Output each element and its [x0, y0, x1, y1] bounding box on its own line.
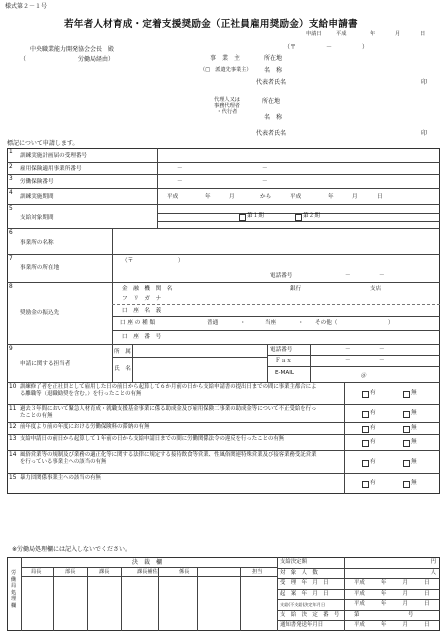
row-bank-account [7, 283, 440, 345]
question-text: 暴力団関係事業主への該当の有無 [20, 475, 101, 481]
employer-name-label: 名 称 [264, 67, 283, 74]
office-field-value: 人 [430, 569, 436, 576]
tel-label: 電話番号 [270, 347, 293, 353]
dash: － [379, 347, 385, 353]
question-row [7, 383, 440, 405]
first-period-label: 第１期 [247, 213, 264, 219]
bank-suffix: 銀行 [290, 286, 302, 292]
approval-col-label: 部長 [65, 569, 76, 575]
row-num: 9 [9, 346, 13, 352]
no-checkbox[interactable] [403, 426, 410, 433]
question-row [7, 423, 440, 435]
question-row [7, 405, 440, 423]
no-label: 無 [411, 410, 417, 416]
question-text: 支給申請日の前日から起算して１年前の日から支給申請日までの間に労働関係法令の違反を行ったことの有無 [20, 436, 285, 442]
close-paren: ） [388, 320, 394, 326]
form-number: 様式第２－１号 [5, 3, 48, 10]
yes-checkbox[interactable] [362, 440, 369, 447]
row-contact-person [7, 345, 440, 383]
row-num: 7 [9, 256, 13, 262]
row-num: 12 [9, 424, 17, 430]
no-checkbox[interactable] [403, 460, 410, 467]
dash: － [177, 166, 183, 172]
office-note: ※労働局処理欄には記入しないでください。 [12, 546, 132, 553]
dash: － [345, 358, 351, 364]
approval-col-label: 課長補佐 [137, 569, 158, 575]
approval-col-label: 課長 [99, 569, 110, 575]
question-text: 風俗営業等の規制及び業務の適正化等に関する法律に規定する接待飲食等営業、性風俗関連特殊営業及び接客業務受託営業を行っている事業主への該当の有無 [20, 452, 317, 465]
fax-label: Ｆａｘ [275, 358, 292, 364]
office-field-label: 支給(不支給)決定年月日 [280, 602, 326, 607]
account-type-label: 口 座 の 種 類 [120, 320, 156, 326]
row-num: 5 [9, 206, 13, 212]
seal-mark: 印 [421, 79, 428, 86]
row-num: 2 [9, 164, 13, 170]
era: 平成 [167, 194, 179, 200]
row-office-address [7, 255, 440, 283]
yes-label: 有 [370, 390, 376, 396]
date-year: 年 [370, 31, 376, 37]
department-label: 所 属 [114, 349, 131, 355]
account-number-label: 口 座 番 号 [122, 334, 162, 340]
first-period-checkbox[interactable] [239, 214, 246, 221]
row-label: 雇用保険適用事業所番号 [20, 166, 82, 172]
yes-checkbox[interactable] [362, 426, 369, 433]
at-mark: ＠ [361, 373, 367, 379]
yes-label: 有 [370, 425, 376, 431]
office-field-value: 平成 年 月 日 [354, 590, 430, 597]
row-num: 3 [9, 176, 13, 182]
row-label: 申請に関する担当者 [20, 361, 71, 367]
dash: － [345, 273, 351, 279]
date-month: 月 [395, 31, 401, 37]
row-num: 11 [9, 406, 17, 412]
row-receipt-number [7, 148, 440, 163]
row-num: 14 [9, 452, 17, 458]
row-office-name [7, 229, 440, 255]
question-text: 過去３年間において緊急人材育成・就職支援基金事業に係る助成金及び雇用保険二事業の助成金等について不正受給を行ったことの有無 [20, 406, 317, 419]
separator: ・ [298, 320, 304, 326]
office-side-label: 労働局処理欄 [11, 570, 17, 609]
representative-label: 代表者氏名 [256, 79, 287, 86]
dash: － [345, 347, 351, 353]
office-field-value: 第 号 [354, 611, 414, 618]
agent-name-label: 名 称 [264, 114, 283, 121]
office-field-value: 平成 年 月 日 [354, 580, 430, 586]
no-label: 無 [411, 480, 417, 486]
intro-text: 標記について申請します。 [7, 140, 79, 147]
employer-address-label: 所在地 [264, 55, 283, 62]
era: 平成 [290, 194, 302, 200]
ordinary-option[interactable]: 普通 [207, 320, 219, 326]
approval-col-label: 係長 [179, 569, 190, 575]
office-field-label: 対 象 人 数 [280, 569, 318, 576]
addressee-open-paren: （ [20, 56, 27, 63]
form-title: 若年者人材育成・定着支援奨励金（正社員雇用奨励金）支給申請書 [64, 19, 358, 30]
approval-col-label: 局長 [31, 569, 42, 575]
dash: － [379, 273, 385, 279]
year: 年 [328, 194, 334, 200]
yes-label: 有 [370, 458, 376, 465]
office-field-value: 平成 年 月 日 [354, 601, 430, 607]
date-era: 平成 [336, 31, 347, 37]
no-checkbox[interactable] [403, 440, 410, 447]
separator: ・ [240, 320, 246, 326]
office-field-value: 平成 年 月 日 [354, 622, 430, 628]
office-field-label: 支給決定額 [280, 559, 307, 565]
no-checkbox[interactable] [403, 481, 410, 488]
kessai-label: 決 裁 欄 [132, 559, 163, 566]
no-label: 無 [411, 390, 417, 396]
dash: － [379, 358, 385, 364]
second-period-label: 第２期 [303, 213, 320, 219]
row-training-period [7, 189, 440, 205]
row-label: 訓練実施計画届の受理番号 [20, 153, 88, 159]
no-label: 無 [411, 458, 417, 465]
office-field-label: 通知書発送年月日 [280, 622, 324, 628]
approval-col-label: 担当 [252, 569, 263, 575]
tel-label: 電話番号 [270, 273, 293, 279]
yes-label: 有 [370, 439, 376, 445]
checking-option[interactable]: 当座 [265, 320, 277, 326]
person-name-label: 氏 名 [114, 366, 131, 372]
bank-name-label: 金 融 機 関 名 [122, 286, 173, 292]
row-label: 事業所の所在地 [20, 265, 60, 271]
row-label: 労働保険番号 [20, 179, 54, 185]
office-field-label: 支 給 決 定 番 号 [280, 611, 340, 618]
month: 月 [229, 194, 235, 200]
from: から [260, 194, 272, 200]
no-label: 無 [411, 425, 417, 431]
row-label: 支給対象期間 [20, 215, 54, 221]
row-num: 1 [9, 149, 13, 155]
row-num: 13 [9, 436, 17, 442]
no-label: 無 [411, 439, 417, 445]
office-field-label: 起 案 年 月 日 [280, 590, 329, 597]
office-field-value: 円 [430, 559, 436, 565]
other-option[interactable]: その他（ [315, 320, 338, 326]
dispatch-employer-note: （□ 派遣先事業主） [200, 67, 252, 73]
dash: － [262, 166, 268, 172]
postal-code: （〒 － ） [284, 44, 369, 51]
yes-checkbox[interactable] [362, 481, 369, 488]
dash: － [177, 179, 183, 185]
no-checkbox[interactable] [403, 411, 410, 418]
row-num: 15 [9, 475, 17, 481]
day: 日 [377, 194, 383, 200]
agent-representative-label: 代表者氏名 [256, 130, 287, 137]
row-employment-office-number [7, 163, 440, 175]
second-period-checkbox[interactable] [295, 214, 302, 221]
row-label: 事業所の名称 [20, 240, 54, 246]
email-label: E-MAIL [275, 370, 294, 376]
question-row [7, 435, 440, 451]
agent-address-label: 所在地 [262, 98, 281, 105]
row-num: 8 [9, 284, 13, 290]
yes-checkbox[interactable] [362, 391, 369, 398]
branch-suffix: 支店 [370, 286, 382, 292]
furigana-label: フ リ ガ ナ [122, 296, 162, 302]
month: 月 [352, 194, 358, 200]
question-row [7, 474, 440, 494]
row-num: 6 [9, 230, 13, 236]
labor-bureau-via: 労働局経由） [78, 56, 115, 63]
office-field-label: 受 理 年 月 日 [280, 580, 329, 586]
agent-label: 代理人又は 事務代理者 ・代行者 [214, 97, 240, 115]
row-num: 10 [9, 384, 17, 390]
yes-checkbox[interactable] [362, 460, 369, 467]
row-num: 4 [9, 190, 13, 196]
postal-code: （〒 ） [122, 258, 184, 264]
yes-label: 有 [370, 480, 376, 486]
row-payment-period [7, 205, 440, 229]
addressee-line: 中央職業能力開発協会会長 殿 [30, 46, 115, 53]
employer-label: 事 業 主 [210, 55, 241, 62]
yes-checkbox[interactable] [362, 411, 369, 418]
question-text: 訓練修了者を正社員として雇用した日の前日から起算して６か月前の日から支給申請書の提出日までの間に事業主都合による離職等（退職勧奨を含む。）を行ったことの有無 [20, 384, 317, 397]
row-label: 奨励金の振込先 [20, 310, 60, 316]
dash: － [262, 179, 268, 185]
agent-seal-mark: 印 [421, 130, 428, 137]
question-row [7, 451, 440, 474]
yes-label: 有 [370, 410, 376, 416]
question-text: 前年度より前の年度における労働保険料の滞納の有無 [20, 424, 150, 430]
row-labor-insurance-number [7, 175, 440, 189]
account-name-label: 口 座 名 義 [122, 308, 162, 314]
application-date-label: 申請日 [306, 31, 322, 37]
row-label: 訓練実施期間 [20, 194, 54, 200]
no-checkbox[interactable] [403, 391, 410, 398]
year: 年 [205, 194, 211, 200]
date-day: 日 [420, 31, 426, 37]
